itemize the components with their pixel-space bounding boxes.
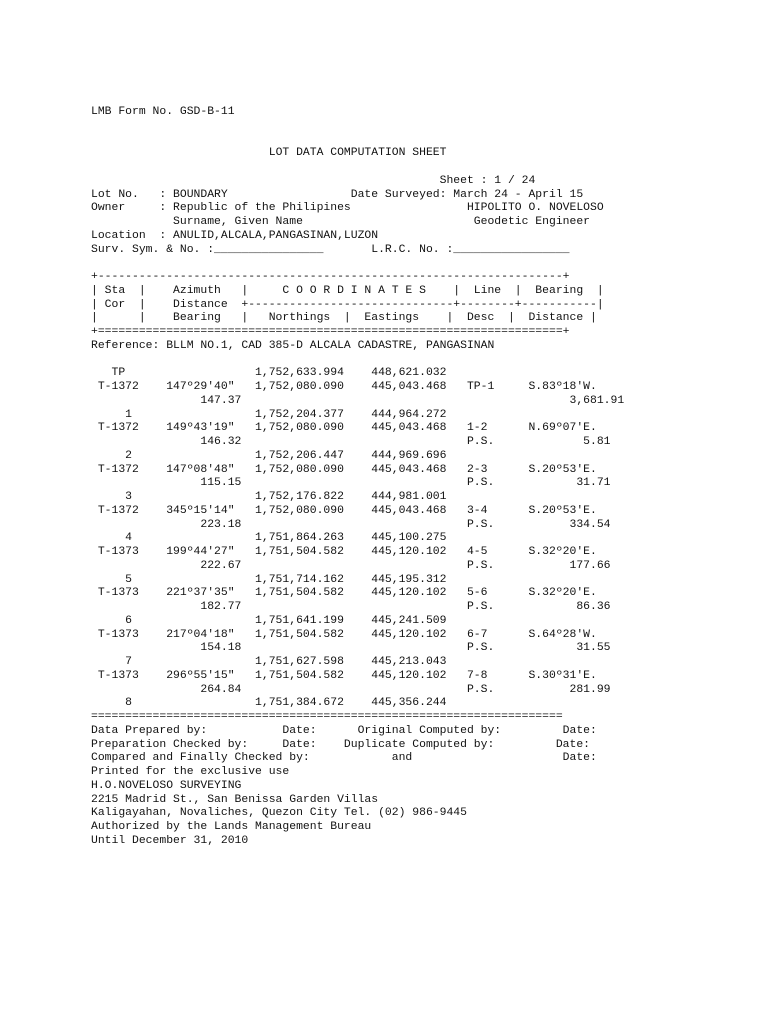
- sheet-title: [91, 147, 711, 161]
- table-row: T-1372 345º15'14" 1,752,080.090 445,043.468 3-4 S.20º53'E.: [91, 504, 597, 517]
- signature-line-compared: Compared and Finally Checked by: and Date:: [91, 752, 597, 765]
- table-row: 264.84 P.S. 281.99: [91, 683, 611, 696]
- table-row: 115.15 P.S. 31.71: [91, 477, 611, 490]
- form-number: LMB Form No. GSD-B-11: [91, 106, 235, 118]
- footer-separator: =====================================================================: [91, 711, 563, 723]
- owner-line: Owner : Republic of the Philipines HIPOLITO O. NOVELOSO: [91, 202, 604, 215]
- table-row: 1 1,752,204.377 444,964.272: [91, 408, 447, 421]
- table-row: 6 1,751,641.199 445,241.509: [91, 614, 447, 627]
- table-header-row: | Cor | Distance +------------------------------+--------+-----------|: [91, 298, 604, 311]
- table-row: T-1372 147º08'48" 1,752,080.090 445,043.468 2-3 S.20º53'E.: [91, 463, 597, 476]
- sheet-title-text: LOT DATA COMPUTATION SHEET: [268, 147, 447, 160]
- sheet-number: [91, 175, 711, 189]
- table-header-row: | | Bearing | Northings | Eastings | Desc | Distance |: [91, 312, 597, 325]
- table-row: 7 1,751,627.598 445,213.043: [91, 656, 447, 668]
- lot-no-line: Lot No. : BOUNDARY Date Surveyed: March 24 - April 15: [91, 188, 584, 201]
- table-row: 146.32 P.S. 5.81: [91, 436, 611, 448]
- table-row: 147.37 3,681.91: [91, 394, 625, 407]
- authorization-line: Authorized by the Lands Management Bureau: [91, 821, 372, 833]
- signature-line-prepared: Data Prepared by: Date: Original Computed by: Date:: [91, 724, 597, 737]
- owner-sub-line: Surname, Given Name Geodetic Engineer: [91, 216, 590, 228]
- table-header-border: +====================================================================+: [91, 326, 570, 338]
- table-row: T-1373 221º37'35" 1,751,504.582 445,120.102 5-6 S.32º20'E.: [91, 587, 597, 600]
- sheet-number-text: Sheet : 1 / 24: [439, 174, 536, 187]
- company-city-tel: Kaligayahan, Novaliches, Quezon City Tel. (02) 986-9445: [91, 807, 467, 820]
- table-row: 2 1,752,206.447 444,969.696: [91, 449, 447, 462]
- table-row: 5 1,751,714.162 445,195.312: [91, 573, 447, 586]
- company-name: H.O.NOVELOSO SURVEYING: [91, 779, 242, 792]
- table-header-row: | Sta | Azimuth | C O O R D I N A T E S | Line | Bearing |: [91, 284, 604, 297]
- table-row: TP 1,752,633.994 448,621.032: [91, 367, 447, 380]
- table-row: T-1373 296º55'15" 1,751,504.582 445,120.102 7-8 S.30º31'E.: [91, 669, 597, 682]
- table-row: T-1372 149º43'19" 1,752,080.090 445,043.468 1-2 N.69º07'E.: [91, 422, 597, 435]
- table-row: 182.77 P.S. 86.36: [91, 601, 611, 613]
- table-row: 222.67 P.S. 177.66: [91, 559, 611, 572]
- reference-line: Reference: BLLM NO.1, CAD 385-D ALCALA CADASTRE, PANGASINAN: [91, 339, 495, 352]
- table-row: 4 1,751,864.263 445,100.275: [91, 532, 447, 545]
- company-address: 2215 Madrid St., San Benissa Garden Villas: [91, 793, 379, 806]
- surv-sym-line: Surv. Sym. & No. :________________ L.R.C. No. :_________________: [91, 243, 570, 256]
- traverse-rows: [91, 367, 711, 711]
- table-row: 154.18 P.S. 31.55: [91, 642, 611, 655]
- table-row: T-1373 199º44'27" 1,751,504.582 445,120.102 4-5 S.32º20'E.: [91, 546, 597, 558]
- table-top-border: +--------------------------------------------------------------------+: [91, 271, 570, 283]
- computation-sheet: [91, 106, 711, 849]
- signature-line-checked: Preparation Checked by: Date: Duplicate Computed by: Date:: [91, 738, 590, 751]
- location-line: Location : ANULID,ALCALA,PANGASINAN,LUZON: [91, 229, 379, 242]
- table-row: 3 1,752,176.822 444,981.001: [91, 491, 447, 503]
- table-row: 8 1,751,384.672 445,356.244: [91, 697, 447, 710]
- table-row: 223.18 P.S. 334.54: [91, 518, 611, 531]
- table-row: T-1373 217º04'18" 1,751,504.582 445,120.102 6-7 S.64º28'W.: [91, 628, 597, 641]
- table-row: T-1372 147º29'40" 1,752,080.090 445,043.468 TP-1 S.83º18'W.: [91, 381, 597, 393]
- validity-line: Until December 31, 2010: [91, 834, 249, 847]
- printed-for-line: Printed for the exclusive use: [91, 766, 290, 778]
